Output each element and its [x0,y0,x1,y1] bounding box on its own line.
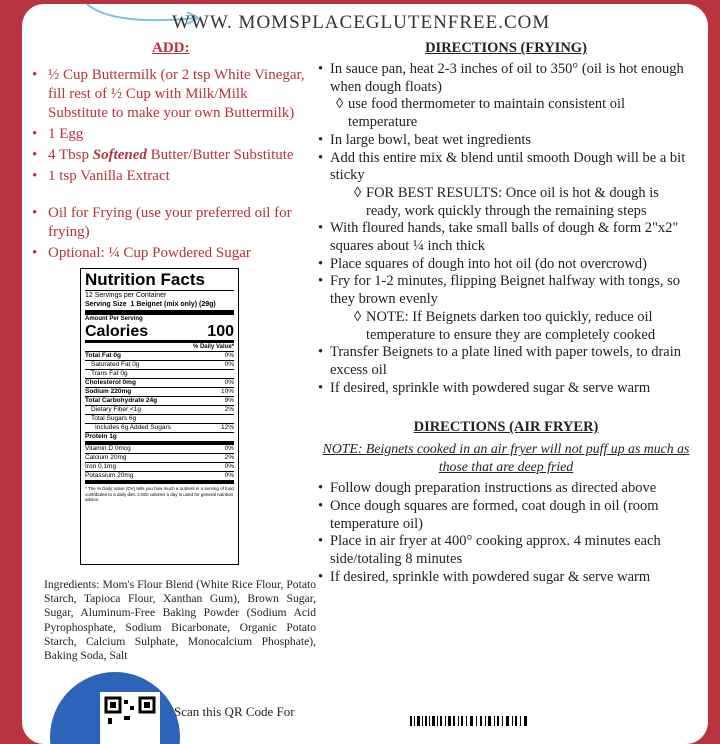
air-fryer-note: NOTE: Beignets cooked in an air fryer will not puff up as much as those that are deep fried [322,441,690,475]
frying-substep: ◊ FOR BEST RESULTS: Once oil is hot & dough is ready, work quickly through the remaining steps [354,184,659,219]
air-fryer-step: • Place in air fryer at 400° cooking approx. 4 minutes each side/totaling 8 minutes [316,533,696,568]
air-fryer-heading: DIRECTIONS (AIR FRYER) [413,419,599,436]
add-item: • 1 tsp Vanilla Extract [30,167,305,186]
diamond-icon: ◊ [354,184,362,201]
nutrition-title: Nutrition Facts [85,271,234,291]
nutrient-row: Vitamin D 0mcg 0% [85,445,234,452]
scan-qr-text: Scan this QR Code For [174,704,295,719]
diamond-icon: ◊ [336,96,344,113]
recipe-card [22,4,708,744]
directions-section [316,40,696,587]
frying-step: • In large bowl, beat wet ingredients [316,132,696,150]
nutrition-facts-panel [80,268,239,565]
nutrient-row: Calcium 20mg 2% [85,454,234,461]
air-fryer-step: • If desired, sprinkle with powdered sugar & serve warm [316,569,696,587]
frying-step: • With floured hands, take small balls of dough & form 2"x2" squares about ¼ inch thick [316,220,696,255]
qr-code-icon[interactable] [100,692,160,744]
air-fryer-step: • Follow dough preparation instructions as directed above [316,480,696,498]
add-item: • 4 Tbsp Softened Butter/Butter Substitute [30,146,305,165]
add-item: • Optional: ¼ Cup Powdered Sugar [30,244,305,263]
nutrient-row: Potassium 20mg 0% [85,472,234,484]
frying-steps [316,61,696,397]
nutrient-row: Total Fat 0g 0% [85,352,234,359]
nutrient-row: Total Carbohydrate 24g 9% [85,397,234,404]
add-heading: ADD: [152,40,190,56]
nutrient-row: Saturated Fat 0g 0% [85,361,234,370]
air-fryer-steps [316,480,696,586]
nutrient-row: Trans Fat 0g [85,370,234,379]
add-item: • ½ Cup Buttermilk (or 2 tsp White Vinegar, fill rest of ½ Cup with Milk/Milk Substitute to make your own Buttermilk) [30,66,305,123]
nutrient-row: Cholesterol 0mg 0% [85,379,234,386]
calories-row: Calories 100 [85,323,234,343]
frying-substep: ◊ NOTE: If Beignets darken too quickly, reduce oil temperature to ensure they are completely cooked [354,308,656,343]
ingredients-text: Ingredients: Mom's Flour Blend (White Rice Flour, Potato Starch, Tapioca Flour, Xanthan Gum), Brown Sugar, Sugar, Aluminum-Free Baking Powder (Sodium Acid Pyrophosphate, Sodium Bicarbonate, Organic Potato Starch, Calcium Sulphate, Monocalcium Phosphate), Baking Soda, Salt [44,578,316,663]
nutrient-row: Dietary Fiber <1g 2% [85,406,234,415]
amount-per-serving: Amount Per Serving [85,316,143,322]
frying-substep: ◊ use food thermometer to maintain consistent oil temperature [336,96,626,131]
website-url[interactable]: WWW. MOMSPLACEGLUTENFREE.COM [172,12,551,33]
daily-value-header: % Daily Value* [85,343,234,352]
frying-step: • Place squares of dough into hot oil (do not overcrowd) [316,256,696,274]
nutrient-row: Sodium 220mg 10% [85,388,234,395]
nutrient-row: Iron 0.1mg 0% [85,463,234,470]
qr-badge[interactable] [50,672,180,744]
softened-word: Softened [92,147,147,163]
frying-step: • If desired, sprinkle with powdered sugar & serve warm [316,380,696,398]
add-list [30,66,305,265]
frying-step: • Add this entire mix & blend until smooth Dough will be a bit sticky [316,150,696,185]
nutrient-row: Total Sugars 6g [85,415,234,424]
add-item: • 1 Egg [30,125,305,144]
nutrition-footnote: * The % Daily Value (DV) tells you how much a nutrient in a serving of food contributes to a daily diet. 2,000 calories a day is used for general nutrition advice. [85,486,234,502]
frying-step: • Transfer Beignets to a plate lined with paper towels, to drain excess oil [316,344,696,379]
air-fryer-step: • Once dough squares are formed, coat dough in oil (room temperature oil) [316,498,696,533]
frying-step: • In sauce pan, heat 2-3 inches of oil to 350° (oil is hot enough when dough floats) [316,61,696,96]
serving-size: Serving Size 1 Beignet (mix only) (29g) [85,300,234,315]
servings-per-container: 12 Servings per Container [85,292,167,299]
frying-step: • Fry for 1-2 minutes, flipping Beignet halfway with tongs, so they brown evenly [316,273,696,308]
nutrient-row: Protein 1g [85,433,234,445]
diamond-icon: ◊ [354,308,362,325]
barcode-icon [410,716,530,726]
add-item: • Oil for Frying (use your preferred oil for frying) [30,204,305,242]
frying-heading: DIRECTIONS (FRYING) [425,40,587,56]
nutrient-row: Includes 6g Added Sugars 12% [85,424,234,433]
